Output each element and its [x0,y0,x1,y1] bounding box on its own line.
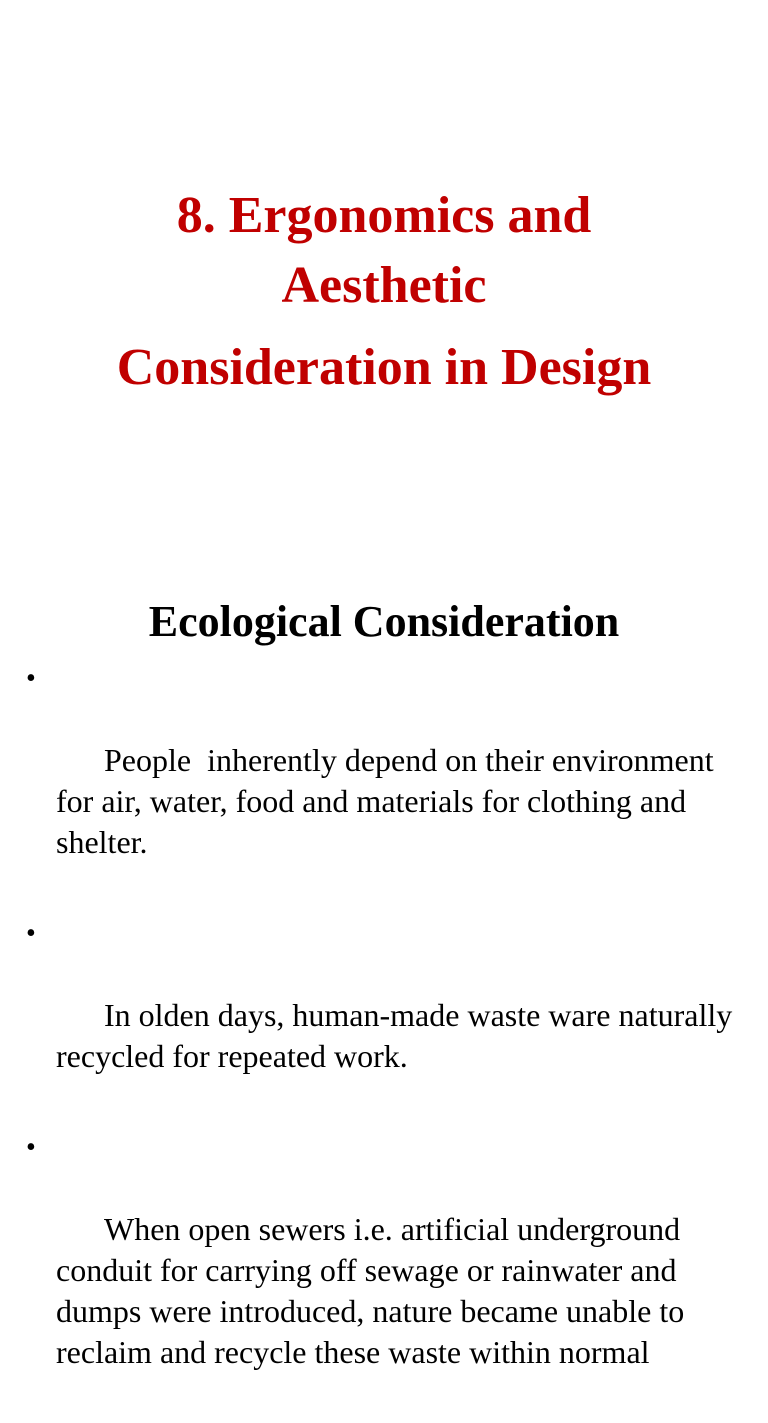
bullet-list [0,658,768,1423]
bullet-text: People inherently depend on their environment for air, water, food and materials for clothing and shelter. [56,742,722,860]
bullet-icon: • [26,1132,36,1163]
bullet-item [0,913,768,1118]
bullet-icon: • [26,918,36,949]
slide-title-line-3: Consideration in Design [116,339,652,396]
content-slide [0,560,768,1370]
slide-title-line-2: Aesthetic [281,257,487,314]
bullet-item [0,658,768,904]
bullet-item [0,1127,768,1414]
bullet-icon: • [26,663,36,694]
title-slide [0,0,768,560]
slide-title-line-1: 8. Ergonomics and [176,187,592,244]
bullet-text: When open sewers i.e. artificial underground conduit for carrying off sewage or rainwater and dumps were introduced, nature became unable to reclaim and recycle these waste within normal [56,1211,693,1370]
section-heading: Ecological Consideration [148,597,620,646]
bullet-text: In olden days, human-made waste ware naturally recycled for repeated work. [56,997,741,1074]
